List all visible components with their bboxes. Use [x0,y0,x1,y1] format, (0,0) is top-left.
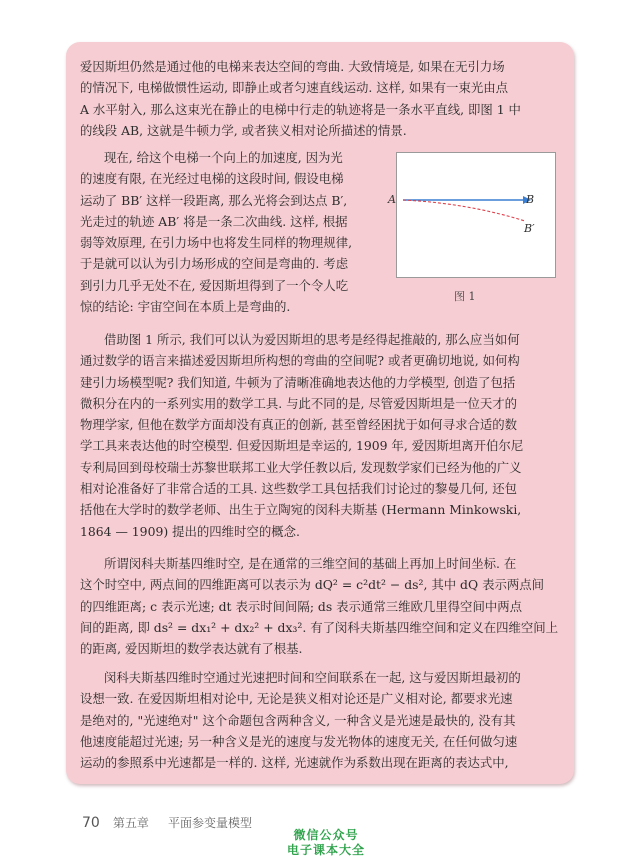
point-b-prime-label: B′ [524,222,535,235]
paragraph-2 [80,147,385,317]
page-footer [82,812,252,831]
chapter-label: 第五章 [112,816,149,830]
text-line: 微积分在内的一系列实用的数学工具. 与此不同的是, 尽管爱因斯坦是一位天才的 [80,395,518,411]
text-line: 这个时空中, 两点间的四维距离可以表示为 dQ² = c²dt² − ds², 其中 dQ 表示两点间 [80,577,545,593]
text-line: 间的距离, 即 ds² = dx₁² + dx₂² + dx₃². 有了闵科夫斯基四维空间和定义在四维空间上 [80,619,559,635]
text-line: 弱等效原理, 在引力场中也将发生同样的物理规律, [80,235,353,251]
text-line: 相对论准备好了非常合适的工具. 这些数学工具包括我们讨论过的黎曼几何, 还包 [80,481,518,497]
text-line: 1864 — 1909) 提出的四维时空的概念. [80,523,300,539]
point-a-label: A [388,193,396,206]
figure-1-diagram [396,152,556,278]
paragraph-5 [80,667,562,773]
page-number: 70 [82,815,100,831]
text-line: 是绝对的, "光速绝对" 这个命题包含两种含义, 一种含义是光速是最快的, 没有其 [80,712,516,728]
text-line: 所谓闵科夫斯基四维时空, 是在通常的三维空间的基础上再加上时间坐标. 在 [104,556,517,571]
text-line: 到引力几乎无处不在, 爱因斯坦得到了一个令人吃 [80,277,349,293]
curved-light-path [403,200,525,221]
text-line: 学工具来表达他的时空模型. 但爱因斯坦是幸运的, 1909 年, 爱因斯坦离开伯尔尼 [80,438,524,454]
text-line: 爱因斯坦仍然是通过他的电梯来表达空间的弯曲. 大致情境是, 如果在无引力场 [80,59,505,74]
elevator-diagram [397,153,555,277]
text-line: 的速度有限, 在光经过电梯的这段时间, 假设电梯 [80,171,344,187]
watermark-line-1: 微信公众号 [293,828,359,842]
text-line: 物理学家, 但他在数学方面却没有真正的创新, 甚至曾经困扰于如何寻求合适的数 [80,417,518,433]
text-line: 他速度能超过光速; 另一种含义是光的速度与发光物体的速度无关, 在任何做匀速 [80,733,518,749]
text-line: 闵科夫斯基四维时空通过光速把时间和空间联系在一起, 这与爱因斯坦最初的 [104,670,521,685]
text-line: 建引力场模型呢? 我们知道, 牛顿为了清晰准确地表达他的力学模型, 创造了包括 [80,374,516,390]
text-line: 现在, 给这个电梯一个向上的加速度, 因为光 [104,150,343,165]
text-line: 光走过的轨迹 AB′ 将是一条二次曲线. 这样, 根据 [80,213,348,229]
text-line: 的距离, 爱因斯坦的数学表达就有了根基. [80,641,303,657]
text-line: 惊的结论: 宇宙空间在本质上是弯曲的. [80,299,291,315]
text-line: 的情况下, 电梯做惯性运动, 即静止或者匀速直线运动. 这样, 如果有一束光由点 [80,80,509,96]
paragraph-3 [80,329,562,542]
watermark-line-2: 电子课本大全 [286,843,365,857]
paragraph-4 [80,553,562,659]
text-line: A 水平射入, 那么这束光在静止的电梯中行走的轨迹将是一条水平直线, 即图 1 中 [80,101,521,117]
text-line: 括他在大学时的数学老师、出生于立陶宛的闵科夫斯基 (Hermann Minkowski, [80,502,522,518]
text-line: 的线段 AB, 这就是牛顿力学, 或者狭义相对论所描述的情景. [80,122,407,138]
chapter-title: 平面参变量模型 [168,816,253,830]
text-line: 专利局回到母校瑞士苏黎世联邦工业大学任教以后, 发现数学家们已经为他的广义 [80,459,522,475]
text-line: 运动了 BB′ 这样一段距离, 那么光将会到达点 B′, [80,192,348,208]
text-line: 运动的参照系中光速都是一样的. 这样, 光速就作为系数出现在距离的表达式中, [80,755,509,771]
paragraph-1 [80,56,562,141]
figure-caption: 图 1 [454,290,476,303]
text-line: 于是就可以认为引力场形成的空间是弯曲的. 考虑 [80,256,349,272]
text-line: 通过数学的语言来描述爱因斯坦所构想的弯曲的空间呢? 或者更确切地说, 如何构 [80,353,520,369]
point-b-label: B [526,193,535,206]
text-line: 借助图 1 所示, 我们可以认为爱因斯坦的思考是经得起推敲的, 那么应当如何 [104,332,520,347]
text-line: 设想一致. 在爱因斯坦相对论中, 无论是狭义相对论还是广义相对论, 都要求光速 [80,691,513,707]
text-line: 的四维距离; c 表示光速; dt 表示时间间隔; ds 表示通常三维欧几里得空间中两点 [80,598,523,614]
